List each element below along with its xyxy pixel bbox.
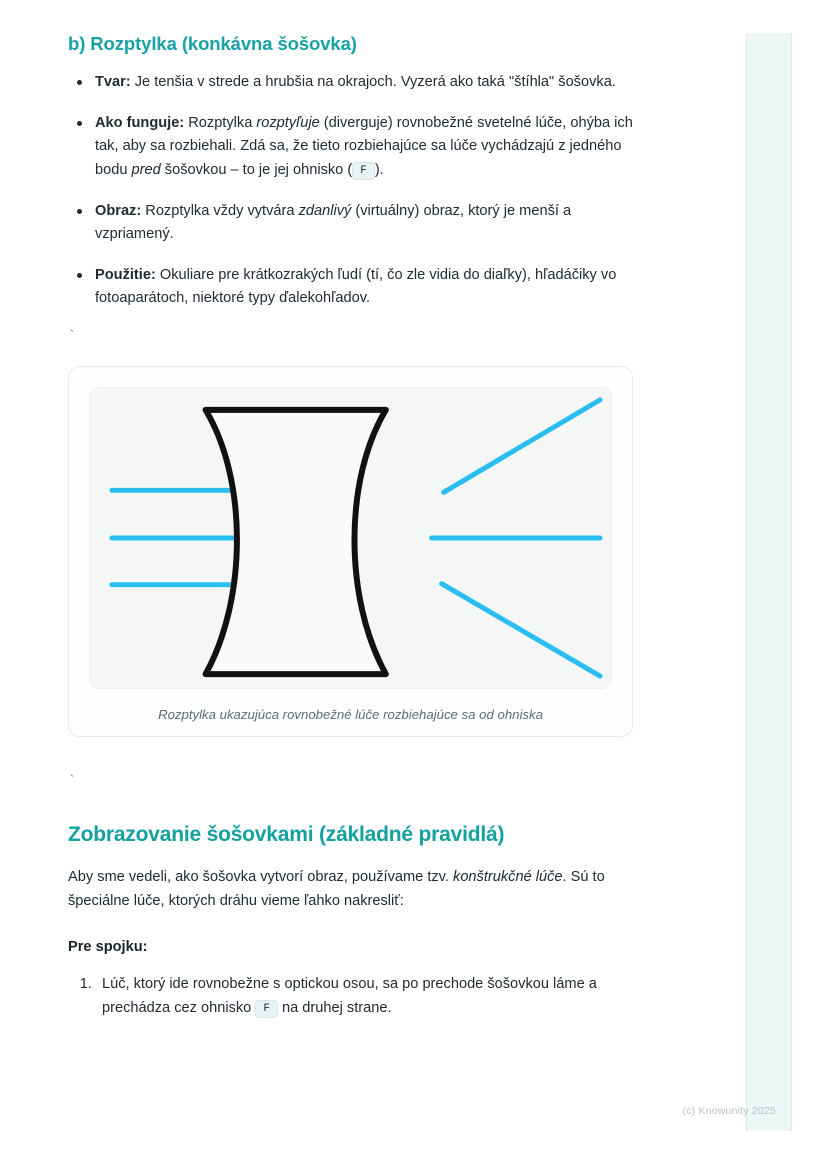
backtick-artifact-top: ` bbox=[68, 328, 76, 344]
scrollbar-track[interactable] bbox=[746, 33, 792, 1131]
bullet-lead: Použitie: bbox=[95, 266, 156, 283]
bullet-lead: Tvar: bbox=[95, 73, 131, 90]
bullet-text: (diverguje) rovnobežné svetelné lúče, ohýba ich tak, aby sa rozbiehali. Zdá sa, že tieto rozbiehajúce sa lúče vychádzajú z jedného bodu bbox=[95, 114, 633, 178]
section-heading-rozptylka: b) Rozptylka (konkávna šošovka) bbox=[68, 33, 357, 54]
item-text: Lúč, ktorý ide rovnobežne s optickou osou, sa po prechode šošovkou láme a prechádza cez ohnisko bbox=[102, 976, 597, 1016]
paragraph-text: Aby sme vedeli, ako šošovka vytvorí obraz, používame tzv. bbox=[68, 869, 454, 886]
bullet-text: (virtuálny) obraz, ktorý je menší a vzpriamený. bbox=[95, 202, 572, 243]
section-heading-zobrazovanie: Zobrazovanie šošovkami (základné pravidlá) bbox=[68, 823, 505, 847]
backtick-artifact-bottom: ` bbox=[68, 773, 76, 789]
bullet-text: šošovkou – to je jej ohnisko ( bbox=[160, 161, 353, 178]
focal-point-chip: F bbox=[255, 1000, 278, 1018]
bullet-text: ). bbox=[374, 161, 384, 178]
sub-label-spojka: Pre spojku: bbox=[68, 938, 148, 955]
list-item bbox=[68, 200, 648, 247]
emphasis-text: rozptyľuje bbox=[256, 114, 320, 131]
list-item bbox=[68, 112, 648, 183]
intro-paragraph bbox=[68, 866, 648, 913]
list-item bbox=[96, 973, 648, 1020]
bullet-text: Je tenšia v strede a hrubšia na okrajoch. Vyzerá ako taká "štíhla" šošovka. bbox=[130, 73, 616, 90]
paragraph-text: . Sú to špeciálne lúče, ktorých dráhu vieme ľahko nakresliť: bbox=[68, 869, 605, 910]
emphasis-text: zdanlivý bbox=[298, 202, 352, 219]
list-item bbox=[68, 264, 648, 311]
document-content bbox=[68, 32, 648, 1032]
list-item bbox=[68, 71, 648, 95]
bullet-text: Okuliare pre krátkozrakých ľudí (tí, čo zle vidia do diaľky), hľadáčiky vo fotoaparátoch, niektoré typy ďalekohľadov. bbox=[95, 266, 617, 307]
item-text: na druhej strane. bbox=[277, 999, 392, 1016]
numbered-list bbox=[68, 973, 648, 1020]
bullet-lead: Ako funguje: bbox=[95, 114, 185, 131]
watermark: (c) Knowunity 2025 bbox=[682, 1105, 776, 1117]
diverging-lens-diagram bbox=[89, 387, 612, 689]
bullet-text: Rozptylka bbox=[184, 114, 257, 131]
figure-caption: Rozptylka ukazujúca rovnobežné lúče rozbiehajúce sa od ohniska bbox=[158, 707, 543, 723]
emphasis-text: pred bbox=[131, 161, 161, 178]
emphasis-text: konštrukčné lúče bbox=[453, 869, 563, 886]
bullet-list bbox=[68, 71, 648, 311]
bullet-text: Rozptylka vždy vytvára bbox=[141, 202, 299, 219]
bullet-lead: Obraz: bbox=[95, 202, 142, 219]
figure-container bbox=[68, 366, 633, 737]
focal-point-chip: F bbox=[352, 162, 375, 180]
